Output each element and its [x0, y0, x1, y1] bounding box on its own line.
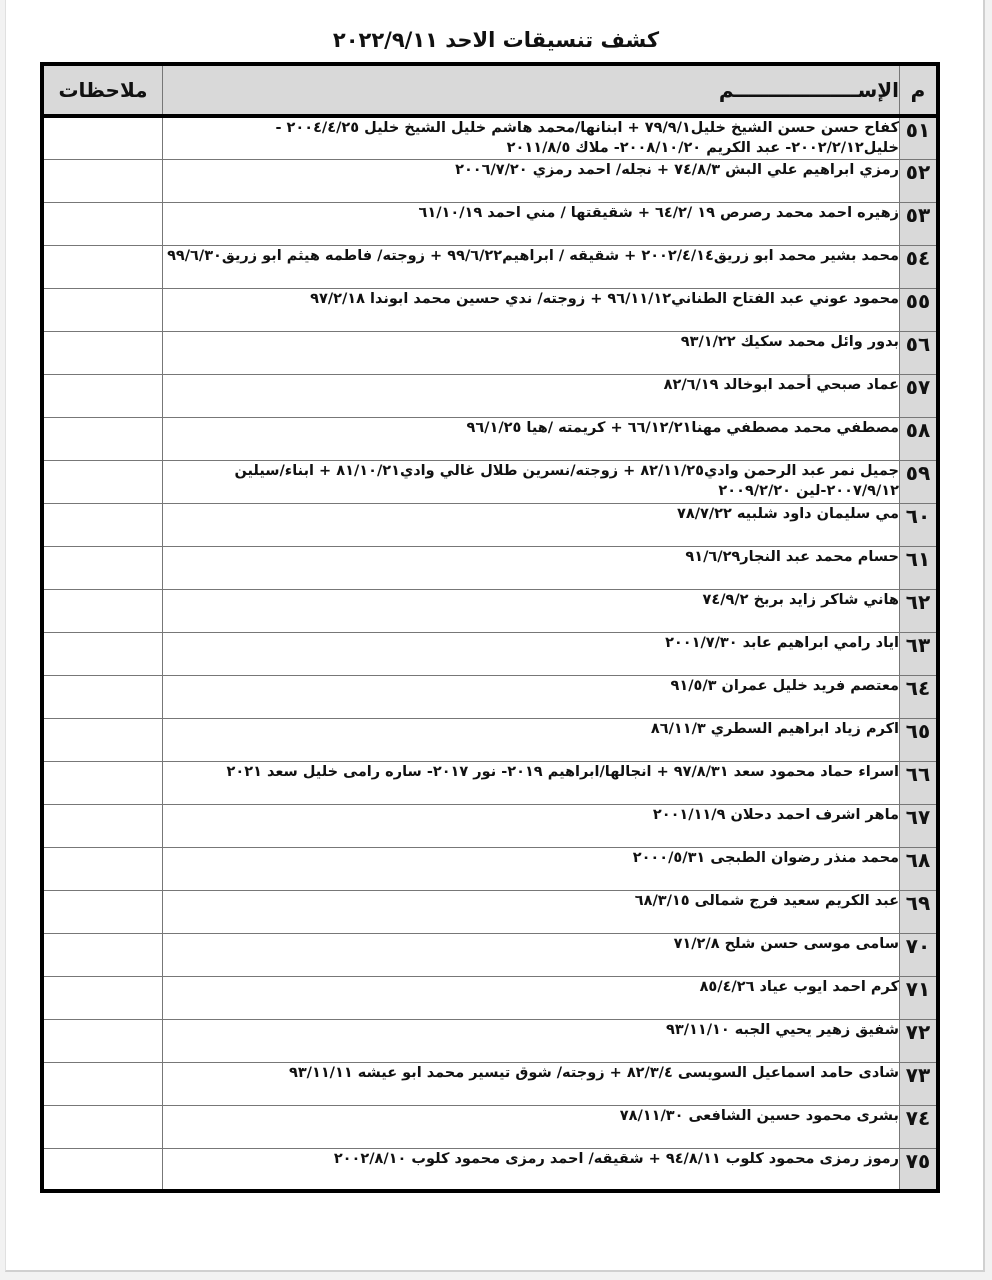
row-notes: [42, 202, 163, 245]
row-number: ٥٢: [900, 159, 939, 202]
table-row: [42, 804, 938, 847]
row-notes: [42, 546, 163, 589]
row-number: ٧٢: [900, 1019, 939, 1062]
table-row: [42, 460, 938, 503]
row-notes: [42, 288, 163, 331]
row-name: هاني شاكر زايد بربخ ٧٤/٩/٢: [163, 589, 900, 632]
row-number: ٥٤: [900, 245, 939, 288]
table-row: [42, 890, 938, 933]
row-name: محمد بشير محمد ابو زريق٢٠٠٢/٤/١٤ + شقيقه / ابراهيم٩٩/٦/٢٢ + زوجته/ فاطمه هيثم ابو زريق٩٩/٦/٣٠: [163, 245, 900, 288]
row-number: ٧٤: [900, 1105, 939, 1148]
table-row: [42, 331, 938, 374]
row-name: محمود عوني عبد الفتاح الطناني٩٦/١١/١٢ + زوجته/ ندي حسين محمد ابوندا ٩٧/٢/١٨: [163, 288, 900, 331]
table-row: [42, 675, 938, 718]
row-number: ٥٧: [900, 374, 939, 417]
row-notes: [42, 417, 163, 460]
table-row: [42, 159, 938, 202]
row-notes: [42, 890, 163, 933]
row-number: ٦٧: [900, 804, 939, 847]
table-header-row: [42, 64, 938, 116]
table-row: [42, 761, 938, 804]
table-body: [42, 116, 938, 1191]
table-row: [42, 288, 938, 331]
row-name: شفيق زهير يحيي الجبه ٩٣/١١/١٠: [163, 1019, 900, 1062]
row-notes: [42, 1105, 163, 1148]
row-number: ٦٢: [900, 589, 939, 632]
table-row: [42, 245, 938, 288]
row-notes: [42, 632, 163, 675]
row-number: ٥٣: [900, 202, 939, 245]
row-number: ٦٦: [900, 761, 939, 804]
row-notes: [42, 675, 163, 718]
table-row: [42, 116, 938, 159]
row-name: اياد رامي ابراهيم عابد ٢٠٠١/٧/٣٠: [163, 632, 900, 675]
row-notes: [42, 159, 163, 202]
table-row: [42, 933, 938, 976]
row-name: مي سليمان داود شلبيه ٧٨/٧/٢٢: [163, 503, 900, 546]
row-name: عماد صبحي أحمد ابوخالد ٨٢/٦/١٩: [163, 374, 900, 417]
table-row: [42, 417, 938, 460]
row-number: ٥٦: [900, 331, 939, 374]
row-notes: [42, 245, 163, 288]
row-name: بشرى محمود حسين الشافعى ٧٨/١١/٣٠: [163, 1105, 900, 1148]
row-notes: [42, 933, 163, 976]
row-name: جميل نمر عبد الرحمن وادي٨٢/١١/٢٥ + زوجته/نسرين طلال غالي وادي٨١/١٠/٢١ + ابناء/سيلين ٢٠٠٧/٩/١٢-لين ٢٠٠٩/٢/٢٠: [163, 460, 900, 503]
header-name: الإســــــــــــــــــم: [163, 64, 900, 116]
row-number: ٥١: [900, 116, 939, 159]
row-name: رموز رمزى محمود كلوب ٩٤/٨/١١ + شقيقه/ احمد رمزى محمود كلوب ٢٠٠٢/٨/١٠: [163, 1148, 900, 1191]
table-row: [42, 976, 938, 1019]
coordination-table: [40, 62, 940, 1193]
row-notes: [42, 1062, 163, 1105]
row-notes: [42, 116, 163, 159]
table-row: [42, 1019, 938, 1062]
table-row: [42, 718, 938, 761]
row-name: معتصم فريد خليل عمران ٩١/٥/٣: [163, 675, 900, 718]
row-name: شادى حامد اسماعيل السويسى ٨٢/٣/٤ + زوجته/ شوق تيسير محمد ابو عيشه ٩٣/١١/١١: [163, 1062, 900, 1105]
row-number: ٥٥: [900, 288, 939, 331]
row-notes: [42, 503, 163, 546]
row-name: حسام محمد عبد النجار٩١/٦/٢٩: [163, 546, 900, 589]
row-notes: [42, 804, 163, 847]
row-notes: [42, 1148, 163, 1191]
row-name: سامى موسى حسن شلح ٧١/٢/٨: [163, 933, 900, 976]
row-number: ٥٩: [900, 460, 939, 503]
row-number: ٦٥: [900, 718, 939, 761]
row-number: ٧٥: [900, 1148, 939, 1191]
row-name: زهيره احمد محمد رصرص ١٩ /٦٤/٢ + شقيقتها / مني احمد ٦١/١٠/١٩: [163, 202, 900, 245]
row-notes: [42, 718, 163, 761]
header-number: م: [900, 64, 939, 116]
row-notes: [42, 589, 163, 632]
row-number: ٧١: [900, 976, 939, 1019]
row-notes: [42, 847, 163, 890]
row-number: ٧٠: [900, 933, 939, 976]
row-number: ٦١: [900, 546, 939, 589]
row-name: اكرم زياد ابراهيم السطري ٨٦/١١/٣: [163, 718, 900, 761]
row-name: كرم احمد ايوب عياد ٨٥/٤/٢٦: [163, 976, 900, 1019]
row-name: كفاح حسن حسن الشيخ خليل٧٩/٩/١ + ابنانها/محمد هاشم خليل الشيخ خليل ٢٠٠٤/٤/٢٥ - خليل٢٠٠٢/٢/١٢- عبد الكريم ٢٠٠٨/١٠/٢٠- ملاك ٢٠١١/٨/٥: [163, 116, 900, 159]
row-number: ٥٨: [900, 417, 939, 460]
table-row: [42, 1148, 938, 1191]
table-row: [42, 632, 938, 675]
row-number: ٦٠: [900, 503, 939, 546]
row-name: ماهر اشرف احمد دحلان ٢٠٠١/١١/٩: [163, 804, 900, 847]
table-row: [42, 1105, 938, 1148]
row-notes: [42, 761, 163, 804]
table-row: [42, 1062, 938, 1105]
table-row: [42, 202, 938, 245]
row-notes: [42, 460, 163, 503]
table-row: [42, 503, 938, 546]
row-notes: [42, 1019, 163, 1062]
table-row: [42, 847, 938, 890]
table-row: [42, 374, 938, 417]
table-row: [42, 589, 938, 632]
page-title: كشف تنسيقات الاحد ٢٠٢٢/٩/١١: [332, 28, 660, 52]
row-number: ٦٤: [900, 675, 939, 718]
row-name: بدور وائل محمد سكيك ٩٣/١/٢٢: [163, 331, 900, 374]
row-number: ٧٣: [900, 1062, 939, 1105]
row-notes: [42, 976, 163, 1019]
row-name: اسراء حماد محمود سعد ٩٧/٨/٣١ + انجالها/ابراهيم ٢٠١٩- نور ٢٠١٧- ساره رامى خليل سعد ٢٠٢١: [163, 761, 900, 804]
row-name: رمزي ابراهيم علي البش ٧٤/٨/٣ + نجله/ احمد رمزي ٢٠٠٦/٧/٢٠: [163, 159, 900, 202]
table-row: [42, 546, 938, 589]
row-number: ٦٨: [900, 847, 939, 890]
row-name: عبد الكريم سعيد فرج شمالى ٦٨/٣/١٥: [163, 890, 900, 933]
row-notes: [42, 374, 163, 417]
header-notes: ملاحظات: [42, 64, 163, 116]
row-name: مصطفي محمد مصطفي مهنا٦٦/١٢/٢١ + كريمته /هيا ٩٦/١/٢٥: [163, 417, 900, 460]
row-number: ٦٣: [900, 632, 939, 675]
row-name: محمد منذر رضوان الطبجى ٢٠٠٠/٥/٣١: [163, 847, 900, 890]
row-notes: [42, 331, 163, 374]
row-number: ٦٩: [900, 890, 939, 933]
